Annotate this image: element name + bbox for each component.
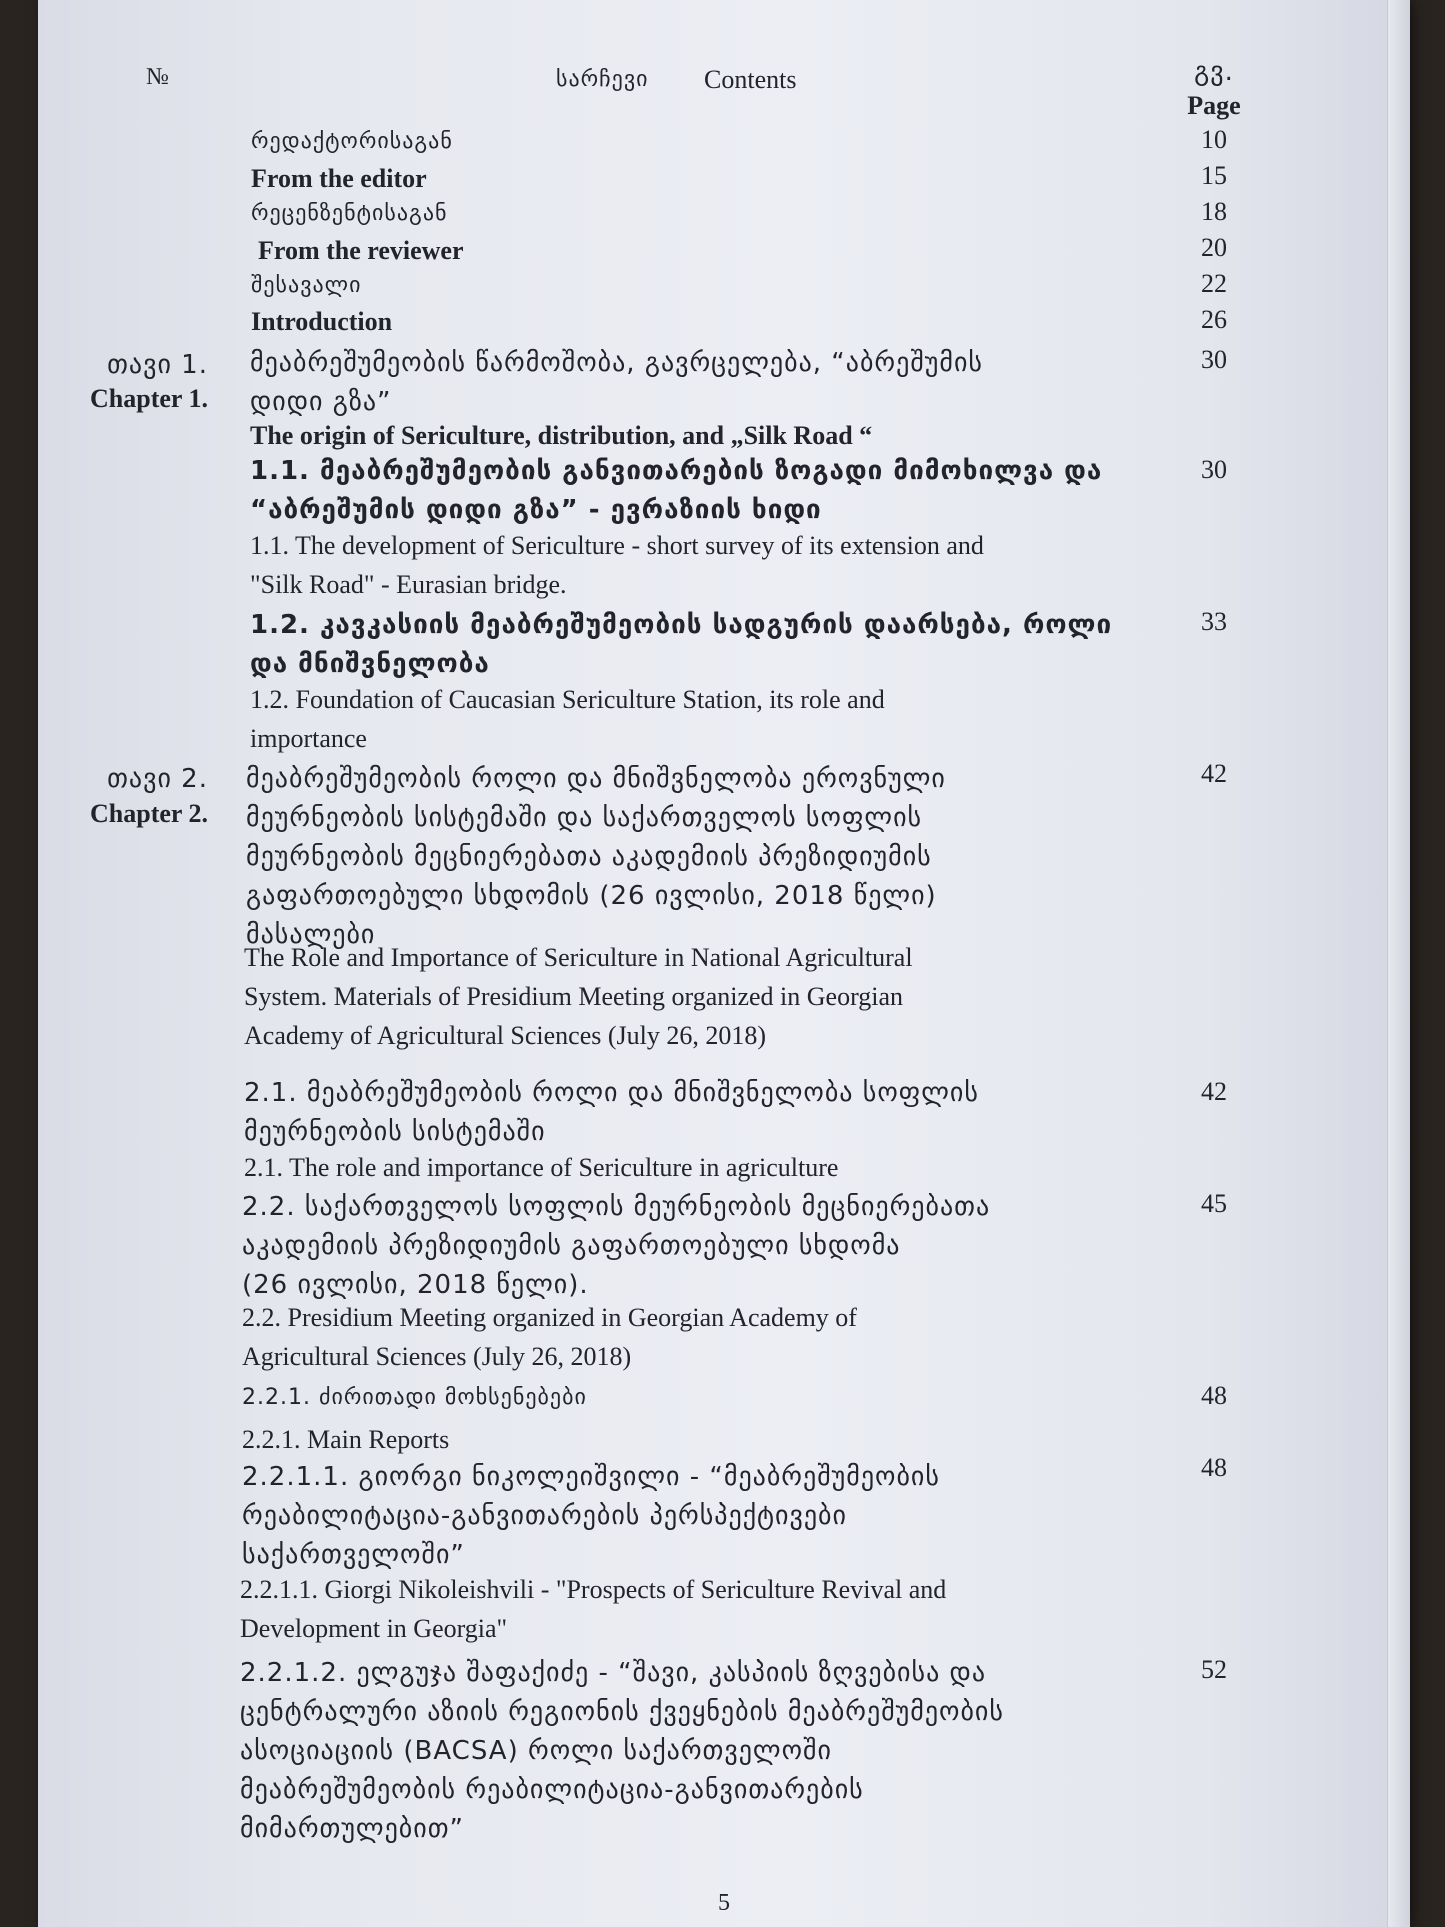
number-column-label: № — [146, 64, 169, 90]
section-2-1-ka: 2.1. მეაბრეშუმეობის როლი და მნიშვნელობა სოფლის მეურნეობის სისტემაში — [244, 1078, 979, 1147]
page-column-label-en: Page — [1187, 91, 1241, 120]
page-edge — [1387, 0, 1410, 1927]
toc-entry-page: 10 — [1201, 125, 1227, 154]
toc-entry-text: რედაქტორისაგან — [251, 129, 453, 154]
section-2-2-1-page: 48 — [1201, 1381, 1227, 1410]
section-1-2-page: 33 — [1201, 607, 1227, 636]
chapter-2-label-en: Chapter 2. — [90, 799, 208, 828]
section-2-2-ka: 2.2. საქართველოს სოფლის მეურნეობის მეცნიერებათა აკადემიის პრეზიდიუმის გაფართოებული სხდომა (26 ივლისი, 2018 წელი). — [242, 1192, 991, 1300]
section-1-2-en: 1.2. Foundation of Caucasian Sericulture Station, its role and importance — [250, 685, 885, 753]
section-2-2-page: 45 — [1201, 1189, 1227, 1218]
section-2-2-en: 2.2. Presidium Meeting organized in Georgian Academy of Agricultural Sciences (July 26, 2018) — [242, 1303, 857, 1371]
chapter-2-title-en: The Role and Importance of Sericulture in National Agricultural System. Materials of Presidium Meeting organized in Georgian Academy of Agricultural Sciences (July 26, 2018) — [244, 943, 913, 1050]
section-1-2-ka: 1.2. კავკასიის მეაბრეშუმეობის სადგურის დაარსება, როლი და მნიშვნელობა — [250, 610, 1113, 679]
toc-entry-page: 18 — [1201, 197, 1227, 226]
toc-entry-text: რეცენზენტისაგან — [251, 201, 448, 226]
chapter-1-title-ka: მეაბრეშუმეობის წარმოშობა, გავრცელება, “აბრეშუმის დიდი გზა” — [250, 348, 983, 417]
chapter-1-label-ka: თავი 1. — [107, 350, 208, 380]
page-number: 5 — [718, 1890, 730, 1916]
contents-title-ka: სარჩევი — [556, 67, 649, 92]
section-1-1-ka: 1.1. მეაბრეშუმეობის განვითარების ზოგადი მიმოხილვა და “აბრეშუმის დიდი გზა” - ევრაზიის ხიდი — [250, 456, 1103, 525]
chapter-2-title-ka: მეაბრეშუმეობის როლი და მნიშვნელობა ეროვნული მეურნეობის სისტემაში და საქართველოს სოფლის მეურნეობის მეცნიერებათა აკადემიის პრეზიდიუმის გაფართოებული სხდომის (26 ივლისი, 2018 წელი) მასალები — [246, 764, 946, 950]
contents-title-en: Contents — [704, 65, 797, 94]
chapter-2-label-ka: თავი 2. — [107, 764, 208, 794]
section-2-1-page: 42 — [1201, 1077, 1227, 1106]
section-2-2-1-1-en: 2.2.1.1. Giorgi Nikoleishvili - "Prospects of Sericulture Revival and Development in Georgia" — [240, 1575, 947, 1643]
chapter-1-title-en: The origin of Sericulture, distribution, and „Silk Road “ — [250, 421, 873, 450]
section-2-2-1-ka: 2.2.1. ძირითადი მოხსენებები — [242, 1385, 587, 1410]
toc-entry-page: 20 — [1201, 233, 1227, 262]
section-2-2-1-1-ka: 2.2.1.1. გიორგი ნიკოლეიშვილი - “მეაბრეშუმეობის რეაბილიტაცია-განვითარების პერსპექტივები საქართველოში” — [242, 1462, 940, 1570]
toc-entry-text: From the reviewer — [258, 236, 464, 265]
section-1-1-en: 1.1. The development of Sericulture - short survey of its extension and "Silk Road" - Eurasian bridge. — [250, 531, 984, 599]
chapter-1-label-en: Chapter 1. — [90, 384, 208, 413]
toc-entry-text: Introduction — [251, 307, 393, 336]
section-2-2-1-1-page: 48 — [1201, 1453, 1227, 1482]
toc-entry-text: შესავალი — [251, 273, 362, 298]
section-2-2-1-2-page: 52 — [1201, 1655, 1227, 1684]
section-1-1-page: 30 — [1201, 455, 1227, 484]
chapter-1-page: 30 — [1201, 345, 1227, 374]
page-column-label-ka: გვ. — [1194, 57, 1234, 87]
section-2-2-1-2-ka: 2.2.1.2. ელგუჯა შაფაქიძე - “შავი, კასპიის ზღვებისა და ცენტრალური აზიის რეგიონის ქვეყნების მეაბრეშუმეობის ასოციაციის (BACSA) როლი საქართველოში მეაბრეშუმეობის რეაბილიტაცია-განვითარების მიმართულებით” — [240, 1658, 1004, 1844]
toc-entry-page: 15 — [1201, 161, 1227, 190]
toc-entry-page: 26 — [1201, 305, 1227, 334]
document-page — [38, 0, 1410, 1927]
toc-entry-text: From the editor — [251, 164, 427, 193]
toc-entry-page: 22 — [1201, 269, 1227, 298]
section-2-2-1-en: 2.2.1. Main Reports — [242, 1425, 450, 1454]
chapter-2-page: 42 — [1201, 759, 1227, 788]
section-2-1-en: 2.1. The role and importance of Sericulture in agriculture — [244, 1153, 839, 1182]
